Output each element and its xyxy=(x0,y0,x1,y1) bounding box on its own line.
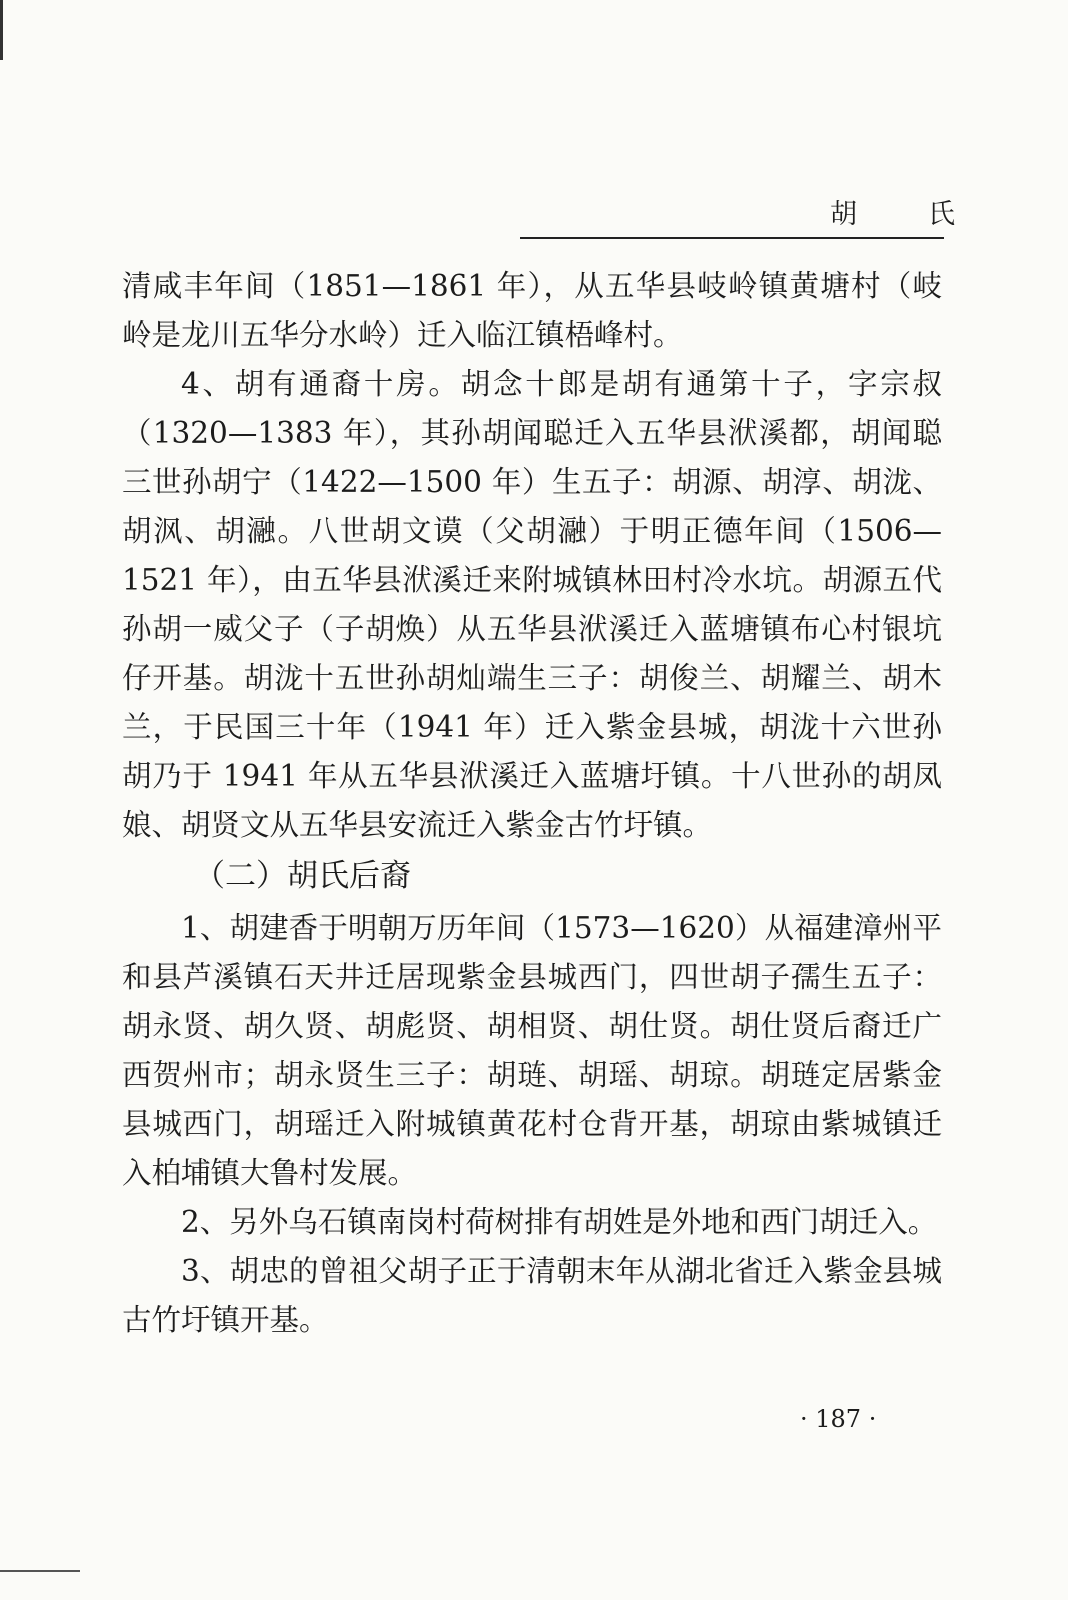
paragraph-item-2: 2、另外乌石镇南岗村荷树排有胡姓是外地和西门胡迁入。 xyxy=(181,1205,938,1239)
paragraph-item-3: 3、胡忠的曾祖父胡子正于清朝末年从湖北省迁入紫金县城古竹圩镇开基。 xyxy=(122,1254,942,1337)
running-head: 胡 氏 xyxy=(830,199,977,230)
paragraph-item-1: 1、胡建香于明朝万历年间（1573—1620）从福建漳州平和县芦溪镇石天井迁居现紫金县城西门，四世胡子孺生五子：胡永贤、胡久贤、胡彪贤、胡相贤、胡仕贤。胡仕贤后裔迁广西贺州市；胡永贤生三子：胡琏、胡瑶、胡琼。胡琏定居紫金县城西门，胡瑶迁入附城镇黄花村仓背开基，胡琼由紫城镇迁入柏埔镇大鲁村发展。 xyxy=(122,911,942,1190)
header-rule xyxy=(520,237,944,239)
section-heading: （二）胡氏后裔 xyxy=(194,858,411,894)
scan-bottom-mark xyxy=(0,1570,80,1572)
paragraph-item-4: 4、胡有通裔十房。胡念十郎是胡有通第十子，字宗叔（1320—1383 年），其孙胡闻聪迁入五华县洑溪都，胡闻聪三世孙胡宁（1422—1500 年）生五子：胡源、胡淳、胡泷、胡沨、胡瀜。八世胡文谟（父胡瀜）于明正德年间（1506—1521 年），由五华县洑溪迁来附城镇林田村冷水坑。胡源五代孙胡一威父子（子胡焕）从五华县洑溪迁入蓝塘镇布心村银坑仔开基。胡泷十五世孙胡灿端生三子：胡俊兰、胡耀兰、胡木兰，于民国三十年（1941 年）迁入紫金县城，胡泷十六世孙胡乃于 1941 年从五华县洑溪迁入蓝塘圩镇。十八世孙的胡凤娘、胡贤文从五华县安流迁入紫金古竹圩镇。 xyxy=(122,367,942,842)
page-number: · 187 · xyxy=(800,1405,877,1433)
body-text xyxy=(122,262,942,1345)
scan-edge-mark xyxy=(0,0,3,60)
paragraph-continuation: 清咸丰年间（1851—1861 年），从五华县岐岭镇黄塘村（岐岭是龙川五华分水岭）迁入临江镇梧峰村。 xyxy=(122,269,942,352)
